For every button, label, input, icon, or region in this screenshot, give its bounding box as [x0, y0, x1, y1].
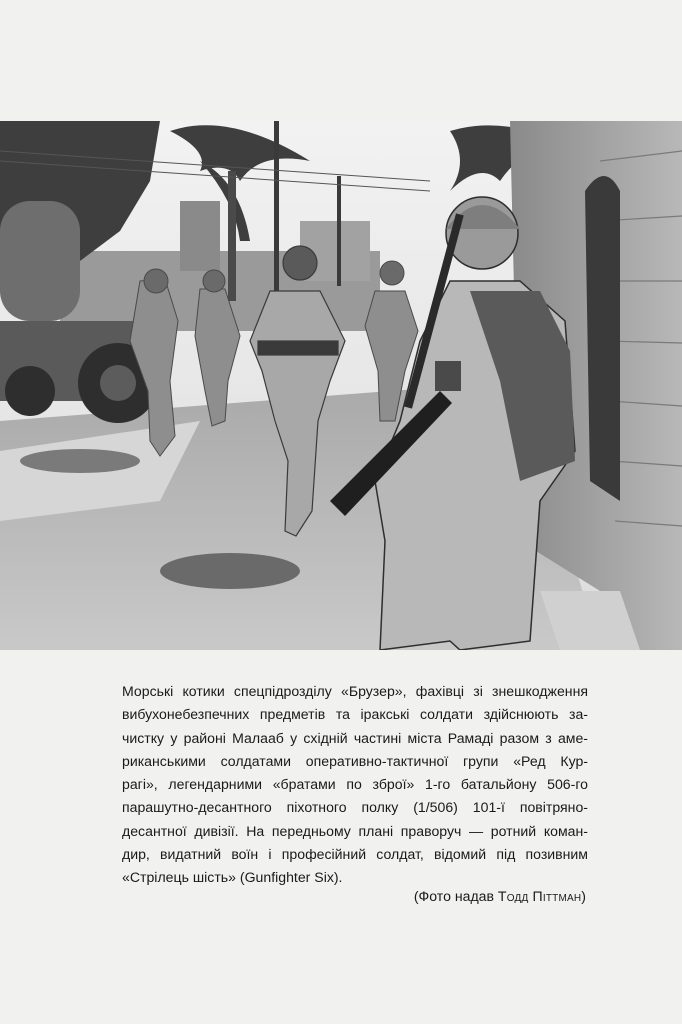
caption-line: чистку у районі Малааб у східній частині міста Рамаді разом з аме- [122, 729, 588, 746]
caption-line: дир, видатний воїн і професійний солдат, відомий під позивним [122, 846, 588, 863]
caption-line: парашутно-десантного піхотного полку (1/506) 101-ї повітряно- [122, 799, 588, 816]
photo-caption [122, 680, 588, 890]
caption-line: вибухонебезпечних предметів та іракські солдати здійснюють за- [122, 706, 588, 723]
photo-credit [414, 885, 586, 908]
photo [0, 121, 682, 650]
credit-name: Тодд Піттман [497, 888, 582, 904]
credit-prefix: (Фото надав [413, 888, 498, 904]
caption-line: Морські котики спецпідрозділу «Брузер», фахівці зі знешкодження [122, 683, 588, 699]
caption-line: «Стрілець шість» (Gunfighter Six). [122, 869, 343, 886]
credit-suffix: ) [581, 888, 586, 904]
caption-line: десантної дивізії. На передньому плані праворуч — ротний коман- [122, 822, 588, 839]
caption-line: рагі», легендарними «братами по зброї» 1-го батальйону 506-го [122, 776, 588, 793]
photo-soldiers-street [0, 121, 682, 650]
caption-line: риканськими солдатами оперативно-тактичної групи «Ред Кур- [122, 752, 588, 769]
